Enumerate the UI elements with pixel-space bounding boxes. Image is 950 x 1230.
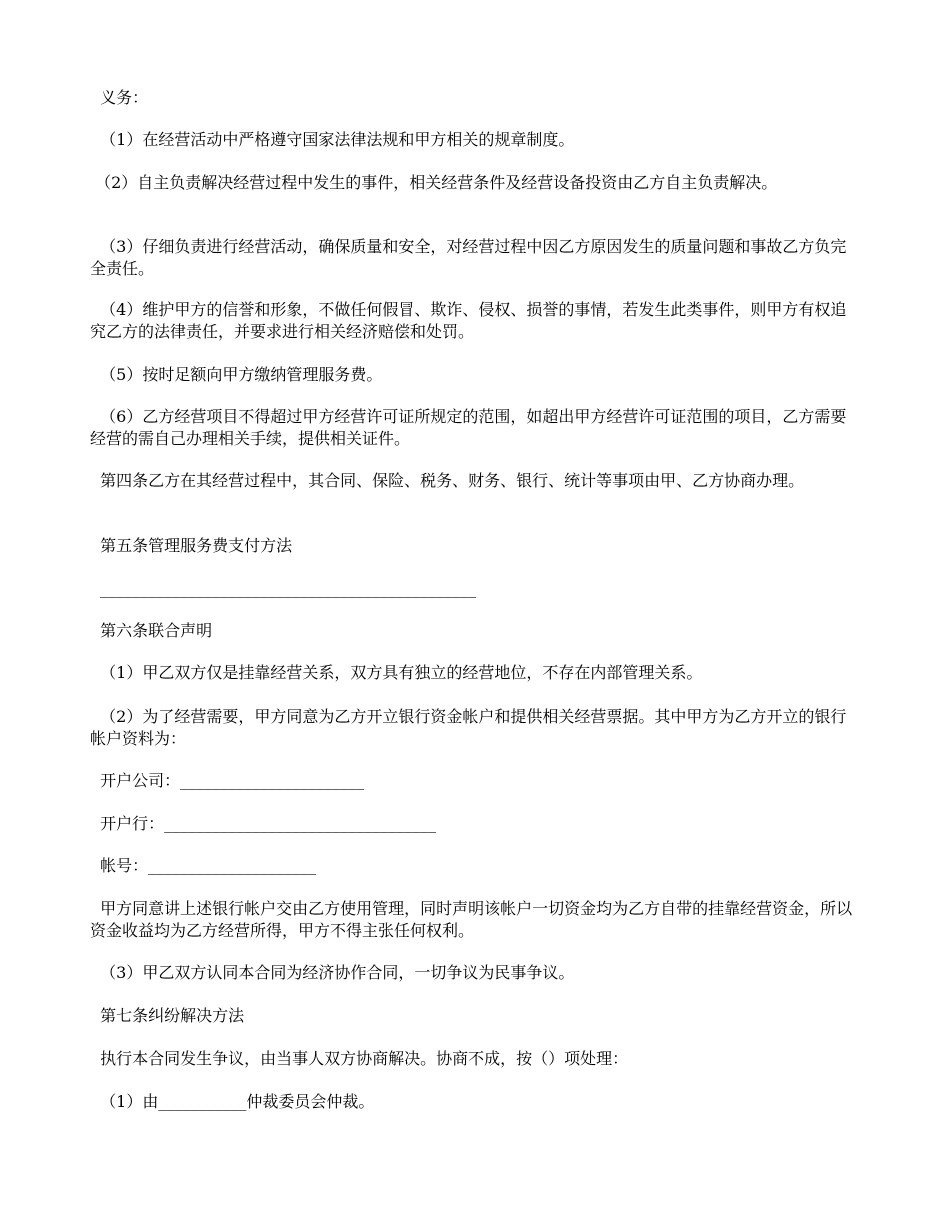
paragraph-obligation-5: （5）按时足额向甲方缴纳管理服务费。: [90, 365, 383, 384]
paragraph-obligation-6: （6）乙方经营项目不得超过甲方经营许可证所规定的范围，如超出甲方经营许可证范围的项目，乙方需要经营的需自己办理相关手续，提供相关证件。: [90, 407, 847, 448]
paragraph-account-bank: 开户行：__________________________________: [90, 814, 437, 833]
paragraph-article-6-heading: 第六条联合声明: [90, 621, 213, 640]
paragraph-account-company: 开户公司：_______________________: [90, 771, 365, 790]
paragraph-article-5-blank: _______________________________________________: [90, 579, 477, 598]
paragraph-article-5-heading: 第五条管理服务费支付方法: [90, 536, 293, 555]
paragraph-obligation-1: （1）在经营活动中严格遵守国家法律法规和甲方相关的规章制度。: [90, 130, 575, 149]
paragraph-account-number: 帐号：_____________________: [90, 856, 317, 875]
paragraph-obligation-2: （2）自主负责解决经营过程中发生的事件，相关经营条件及经营设备投资由乙方自主负责解决。: [90, 173, 778, 192]
paragraph-declaration-3: （3）甲乙双方认同本合同为经济协作合同，一切争议为民事争议。: [90, 963, 575, 982]
paragraph-declaration-2: （2）为了经营需要，甲方同意为乙方开立银行资金帐户和提供相关经营票据。其中甲方为乙方开立的银行帐户资料为：: [90, 707, 847, 748]
paragraph-dispute-resolution: 执行本合同发生争议，由当事人双方协商解决。协商不成，按（）项处理：: [90, 1049, 629, 1068]
paragraph-article-4: 第四条乙方在其经营过程中，其合同、保险、税务、财务、银行、统计等事项由甲、乙方协商办理。: [90, 471, 805, 490]
paragraph-obligations-heading: 义务：: [90, 88, 149, 107]
paragraph-obligation-4: （4）维护甲方的信誉和形象，不做任何假冒、欺诈、侵权、损誉的事情，若发生此类事件，则甲方有权追究乙方的法律责任，并要求进行相关经济赔偿和处罚。: [90, 300, 847, 341]
paragraph-account-usage: 甲方同意讲上述银行帐户交由乙方使用管理，同时声明该帐户一切资金均为乙方自带的挂靠经营资金，所以资金收益均为乙方经营所得，甲方不得主张任何权利。: [90, 899, 853, 940]
paragraph-article-7-heading: 第七条纠纷解决方法: [90, 1006, 245, 1025]
paragraph-obligation-3: （3）仔细负责进行经营活动，确保质量和安全，对经营过程中因乙方原因发生的质量问题和事故乙方负完全责任。: [90, 237, 847, 278]
paragraph-arbitration-option-1: （1）由___________仲裁委员会仲裁。: [90, 1092, 375, 1111]
paragraph-declaration-1: （1）甲乙双方仅是挂靠经营关系，双方具有独立的经营地位，不存在内部管理关系。: [90, 663, 703, 682]
